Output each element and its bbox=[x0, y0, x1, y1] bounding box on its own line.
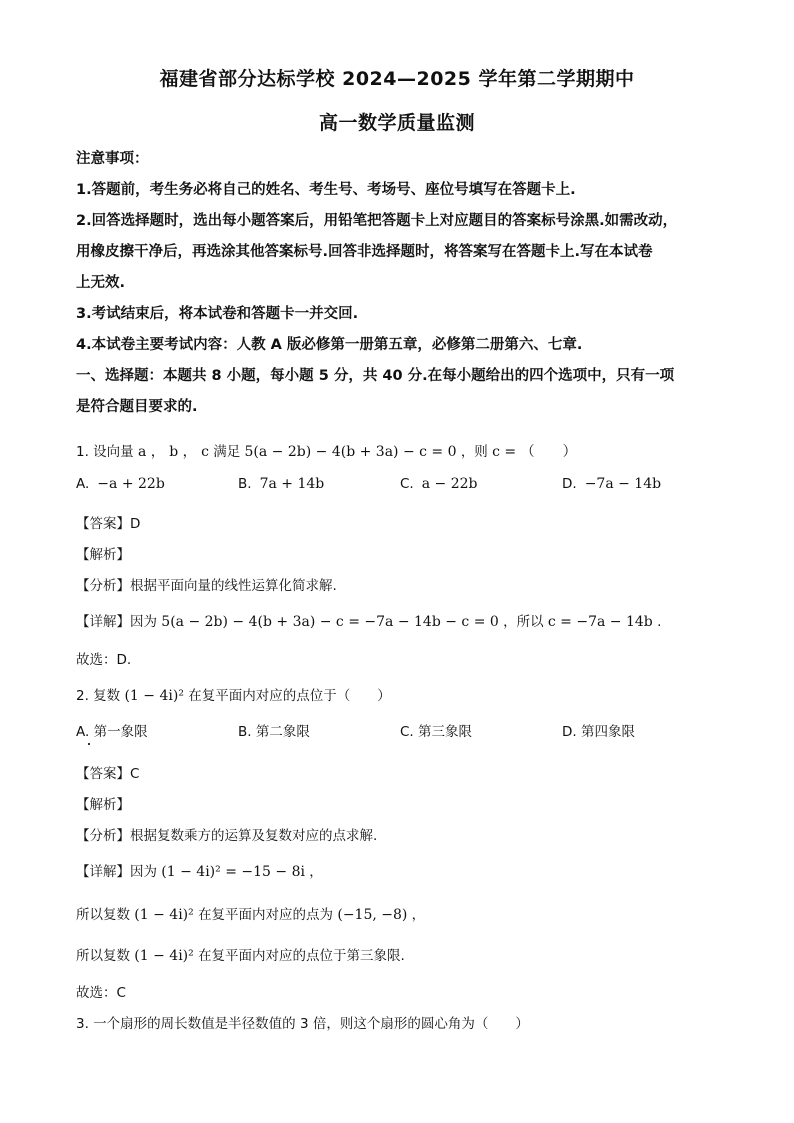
q2-stem-math: (1 − 4i)² bbox=[124, 688, 184, 704]
q1-option-a bbox=[76, 476, 165, 492]
option-label: C. bbox=[400, 476, 414, 492]
option-value: −7a − 14b bbox=[584, 476, 662, 492]
q2-detail-2 bbox=[76, 903, 726, 923]
q1-option-d bbox=[562, 476, 661, 492]
q2-detail1-math: (1 − 4i)² = −15 − 8i bbox=[161, 864, 305, 880]
q1-stem-mid: 满足 bbox=[213, 444, 241, 460]
notes-item-4: 4.本试卷主要考试内容：人教 A 版必修第一册第五章，必修第二册第六、七章. bbox=[76, 337, 583, 353]
stray-dot bbox=[88, 743, 90, 745]
question-3-stem: 3. 一个扇形的周长数值是半径数值的 3 倍，则这个扇形的圆心角为（ ） bbox=[76, 1016, 529, 1032]
q2-stem-prefix: 2. 复数 bbox=[76, 688, 121, 704]
q2-analysis-heading: 【解析】 bbox=[76, 797, 130, 813]
option-value: 7a + 14b bbox=[259, 476, 325, 492]
q2-detail3-math: (1 − 4i)² bbox=[134, 948, 194, 964]
option-value: 第一象限 bbox=[93, 724, 148, 740]
q2-option-c bbox=[400, 720, 472, 740]
page-subtitle: 高一数学质量监测 bbox=[318, 112, 475, 134]
q2-option-d bbox=[562, 720, 635, 740]
q1-detail-result: c = −7a − 14b bbox=[547, 614, 653, 630]
notes-item-2b: 用橡皮擦干净后，再选涂其他答案标号.回答非选择题时，将答案写在答题卡上.写在本试卷 bbox=[76, 244, 653, 260]
q2-detail1-prefix: 【详解】因为 bbox=[76, 864, 157, 880]
option-value: 第四象限 bbox=[580, 724, 635, 740]
notes-item-1: 1.答题前，考生务必将自己的姓名、考生号、考场号、座位号填写在答题卡上. bbox=[76, 182, 576, 198]
q1-detail-math: 5(a − 2b) − 4(b + 3a) − c = −7a − 14b − c = 0 bbox=[161, 614, 499, 630]
option-label: C. bbox=[400, 724, 414, 740]
option-label: D. bbox=[562, 724, 577, 740]
q2-detail3-suffix: 在复平面内对应的点位于第三象限. bbox=[198, 948, 405, 964]
q2-detail2-prefix: 所以复数 bbox=[76, 907, 130, 923]
q2-detail2-mid: 在复平面内对应的点为 bbox=[198, 907, 334, 923]
q1-option-b bbox=[238, 476, 324, 492]
notes-item-2a: 2.回答选择题时，选出每小题答案后，用铅笔把答题卡上对应题目的答案标号涂黑.如需改动， bbox=[76, 213, 678, 229]
q1-vars: a ， b ， c bbox=[137, 444, 209, 460]
q2-analysis: 【分析】根据复数乘方的运算及复数对应的点求解. bbox=[76, 828, 378, 844]
q1-option-c bbox=[400, 476, 477, 492]
section-heading-a: 一、选择题：本题共 8 小题，每小题 5 分，共 40 分.在每小题给出的四个选项中，只有一项 bbox=[76, 368, 675, 384]
option-label: B. bbox=[238, 476, 252, 492]
q1-stem-prefix: 1. 设向量 bbox=[76, 444, 134, 460]
question-1-stem bbox=[76, 440, 726, 461]
option-value: −a + 22b bbox=[97, 476, 165, 492]
q2-stem-suffix: 在复平面内对应的点位于（ ） bbox=[188, 688, 391, 704]
section-heading-b: 是符合题目要求的. bbox=[76, 399, 198, 415]
question-2-stem bbox=[76, 684, 726, 704]
notes-item-3: 3.考试结束后，将本试卷和答题卡一并交回. bbox=[76, 306, 359, 322]
q2-detail-3 bbox=[76, 944, 726, 964]
notes-item-2c: 上无效. bbox=[76, 275, 126, 291]
option-value: 第三象限 bbox=[418, 724, 473, 740]
q1-detail-mid: ，所以 bbox=[503, 614, 544, 630]
notes-heading: 注意事项： bbox=[76, 151, 149, 167]
q1-analysis: 【分析】根据平面向量的线性运算化简求解. bbox=[76, 578, 337, 594]
option-label: B. bbox=[238, 724, 252, 740]
q2-option-a bbox=[76, 720, 148, 740]
q1-stem-suffix: ，则 bbox=[460, 444, 488, 460]
q1-condition: 5(a − 2b) − 4(b + 3a) − c = 0 bbox=[244, 444, 457, 460]
q1-detail-end: . bbox=[657, 614, 662, 630]
q1-conclusion: 故选：D. bbox=[76, 652, 132, 668]
option-value: 第二象限 bbox=[255, 724, 310, 740]
q2-detail2-math: (1 − 4i)² bbox=[134, 907, 194, 923]
q2-conclusion: 故选：C bbox=[76, 985, 126, 1001]
q2-option-b bbox=[238, 720, 310, 740]
q1-ask: c = （ ） bbox=[492, 444, 577, 460]
option-label: D. bbox=[562, 476, 577, 492]
q1-answer: 【答案】D bbox=[76, 516, 141, 532]
q2-answer: 【答案】C bbox=[76, 766, 140, 782]
page-title: 福建省部分达标学校 2024—2025 学年第二学期期中 bbox=[159, 68, 635, 90]
q2-detail2-end: ， bbox=[411, 907, 426, 923]
q2-detail2-point: (−15, −8) bbox=[337, 907, 408, 923]
q1-detail-prefix: 【详解】因为 bbox=[76, 614, 157, 630]
option-value: a − 22b bbox=[421, 476, 478, 492]
q2-detail-1 bbox=[76, 860, 726, 880]
q2-detail3-prefix: 所以复数 bbox=[76, 948, 130, 964]
option-label: A. bbox=[76, 476, 90, 492]
option-label: A. bbox=[76, 724, 90, 740]
q1-analysis-heading: 【解析】 bbox=[76, 547, 130, 563]
q1-detail bbox=[76, 610, 726, 630]
q2-detail1-end: ， bbox=[309, 864, 323, 880]
